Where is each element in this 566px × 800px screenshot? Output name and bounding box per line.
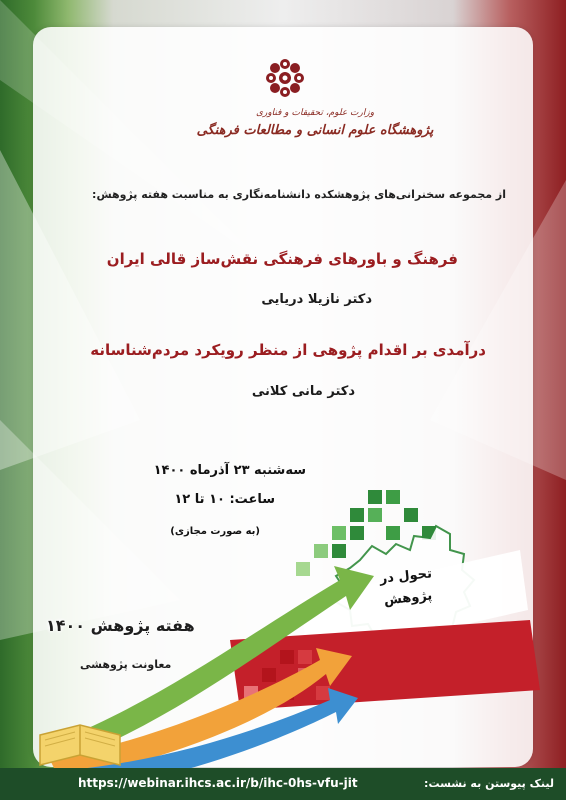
slogan-line-2: پژوهش	[383, 588, 433, 609]
intro-text: از مجموعه سخنرانی‌های پژوهشکده دانشنامه‌نگاری به مناسبت هفته پژوهش:	[92, 188, 506, 201]
footer-bar	[0, 768, 566, 800]
join-link-label: لینک پیوستن به نشست:	[424, 777, 554, 790]
talk-1-speaker: دکتر نازیلا دریایی	[261, 292, 372, 307]
ministry-name: وزارت علوم، تحقیقات و فناوری	[255, 108, 375, 118]
institute-name: پژوهشگاه علوم انسانی و مطالعات فرهنگی	[196, 123, 434, 138]
event-date: سه‌شنبه ۲۳ آذرماه ۱۴۰۰	[153, 463, 306, 478]
talk-2-title: درآمدی بر اقدام پژوهی از منظر رویکرد مردم‌شناسانه	[90, 341, 486, 359]
institute-logo-icon	[262, 55, 308, 101]
talk-2-speaker: دکتر مانی کلانی	[251, 384, 355, 399]
talk-1-title: فرهنگ و باورهای فرهنگی نقش‌ساز قالی ایران	[106, 250, 458, 268]
slogan-line-1: تحول در	[378, 566, 433, 587]
webinar-link[interactable]: https://webinar.ihcs.ac.ir/b/ihc-0hs-vfu-jit	[78, 776, 358, 790]
event-mode: (به صورت مجازی)	[170, 526, 260, 537]
department-name: معاونت پژوهشی	[80, 658, 172, 671]
event-time: ساعت: ۱۰ تا ۱۲	[174, 492, 275, 507]
slogan	[370, 562, 444, 613]
research-week-title: هفته پژوهش ۱۴۰۰	[46, 616, 195, 635]
